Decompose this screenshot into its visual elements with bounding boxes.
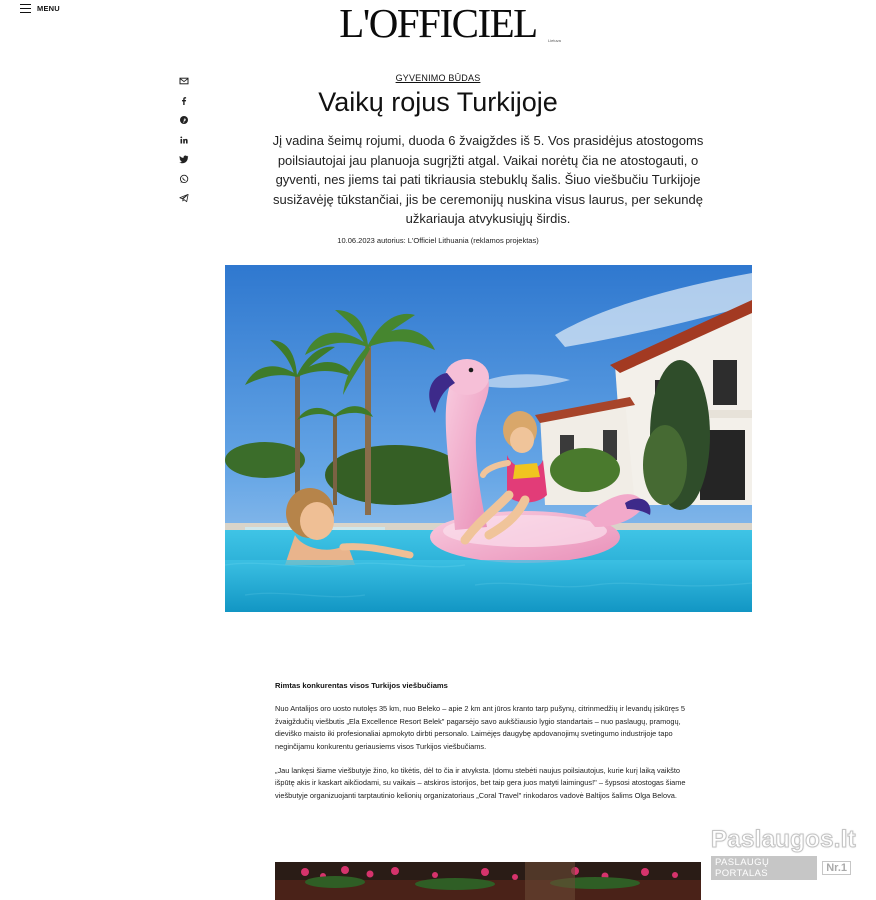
article-title: Vaikų rojus Turkijoje [318,87,558,117]
menu-label: MENU [37,4,60,13]
twitter-icon [179,154,189,164]
logo-subtitle: Lietuva [548,38,561,43]
watermark-title: Paslaugos.lt [711,826,856,853]
category-link[interactable]: GYVENIMO BŪDAS [395,73,481,83]
hero-image [225,265,752,612]
watermark-badge: Nr.1 [822,861,851,875]
watermark-subtitle: PASLAUGŲ PORTALAS [711,856,817,880]
share-linkedin-button[interactable] [179,135,189,145]
paslaugos-watermark [711,826,856,880]
hero-illustration [225,265,752,612]
flowers-illustration [275,862,701,900]
article-subheading: Rimtas konkurentas visos Turkijos viešbučiams [275,681,448,690]
share-whatsapp-button[interactable] [179,174,189,184]
article-meta: 10.06.2023 autorius: L'Officiel Lithuania (reklamos projektas) [337,236,539,245]
share-telegram-button[interactable] [179,193,189,203]
article-lead: Jį vadina šeimų rojumi, duoda 6 žvaigždes iš 5. Vos prasidėjus atostogoms poilsiautojai jau planuoja sugrįžti atgal. Vaikai norėtų čia ne atostogauti, o gyventi, nes jiems tai pati tikriausia stebuklų šalis. Šiuo viešbučiu Turkijoje susižavėję tūkstančiai, jis be ceremonijų nuskina visus laurus, per sekundę užkariauja atvykusiųjų širdis. [272,133,704,226]
article-paragraph: „Jau lankęsi šiame viešbutyje žino, ko tikėtis, dėl to čia ir atvyksta. Įdomu stebėti naujus poilsiautojus, kurie kurį laiką vaikšto išpūtę akis ir kaskart aikčiodami, su vaikais – atskiros istorijos, bet taip gera juos matyti laimingus!" – šypsosi atostogas šiame viešbutyje organizuojanti tarptautinio kelionių organizatoriaus „Coral Travel" rinkodaros vadovė Baltijos šalims Olga Belova. [275,766,686,800]
linkedin-icon [179,135,189,145]
site-logo[interactable] [0,2,876,44]
share-twitter-button[interactable] [179,154,189,164]
article-category [0,68,876,86]
whatsapp-icon [179,174,189,184]
article-body [275,680,693,814]
telegram-icon [179,193,189,203]
logo-text: L'OFFICIEL [339,0,537,46]
article-image-2 [275,862,701,900]
article-paragraph: Nuo Antalijos oro uosto nutolęs 35 km, nuo Beleko – apie 2 km ant jūros kranto tarp pušynų, citrinmedžių ir levandų įsikūręs 5 žvaigždučių viešbutis „Ela Excellence Resort Belek" pagarsėjo savo aukščiausio lygio standartais – nuo paslaugų, pramogų, dieviško maisto iki profesionaliai apmokyto dirbti personalo. Laimėjęs daugybę apdovanojimų svetingumo industrijoje tapo neginčijamu konkurentu geriausiems visos Turkijos viešbučiams. [275,704,685,751]
